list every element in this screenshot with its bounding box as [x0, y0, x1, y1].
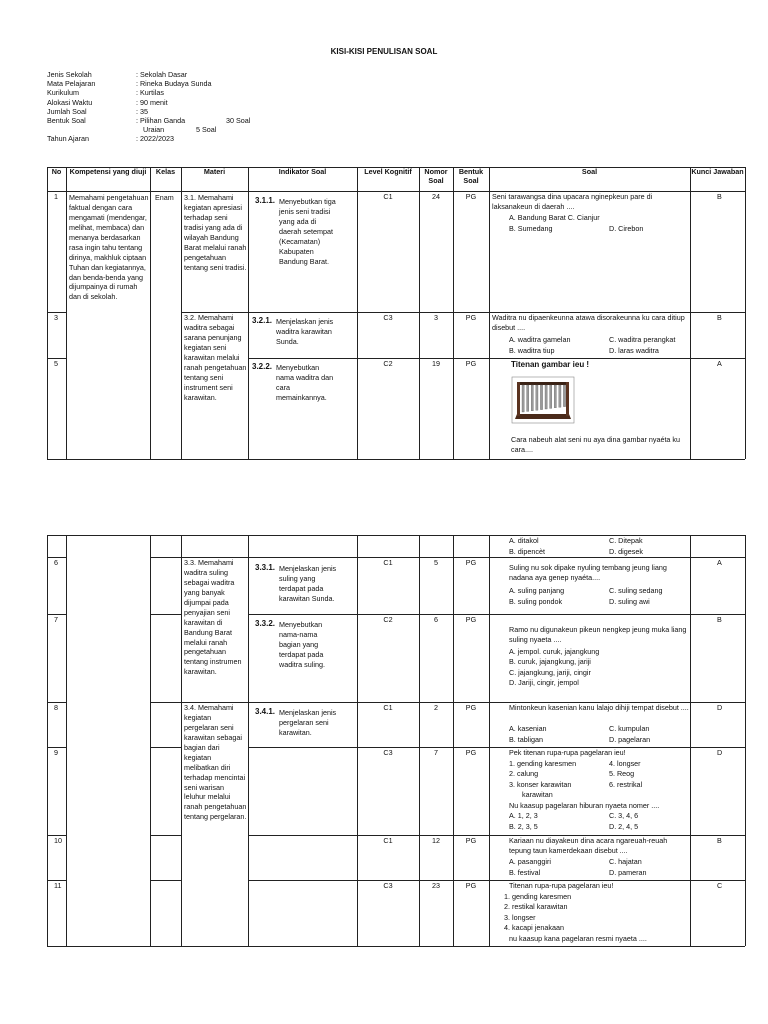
meta-key: Tahun Ajaran	[47, 134, 89, 144]
answer-option: B. 2, 3, 5	[509, 821, 538, 831]
answer-option: A. suling panjang	[509, 586, 565, 595]
list-item: 1. gending karesmen	[504, 891, 572, 901]
answer-option: A. jempol. curuk, jajangkung	[509, 647, 600, 656]
bentuk-soal: PG	[465, 558, 477, 567]
meta-value: : Pilihan Ganda	[136, 115, 186, 125]
answer-option: D. digesek	[609, 546, 643, 556]
answer-option: A. 1, 2, 3	[509, 811, 538, 820]
header-kompetensi: Kompetensi yang diuji	[69, 167, 147, 176]
kompetensi-text: Memahami pengetahuan faktual dengan cara mengamati (mendengar, melihat, membaca) dan menanya berdasarkan rasa ingin tahu tentang dirinya, makhluk ciptaan Tuhan dan kegiatannya, dan benda-benda yang dijumpainya di rumah dan di sekolah.	[69, 193, 149, 302]
kunci-jawaban: B	[717, 615, 722, 624]
question-text: Kariaan nu diayakeun dina acara ngareuah-reuah tepung taun kamerdekaan disebut ....	[509, 836, 668, 855]
header-no: No	[51, 167, 62, 176]
answer-option: B. suling pondok	[509, 596, 563, 606]
question-text: nu kaasup kana pagelaran resmi nyaeta ....	[509, 934, 647, 943]
nomor-soal: 23	[432, 881, 440, 890]
answer-option: A. pasanggiri	[509, 857, 551, 866]
meta-value: : 90 menit	[136, 97, 168, 107]
meta-extra: 30 Soal	[226, 115, 251, 125]
meta-key: Jenis Sekolah	[47, 70, 92, 79]
answer-option: B. tabligan	[509, 734, 543, 744]
list-item: 5. Reog	[609, 769, 635, 778]
level-kognitif: C1	[383, 703, 393, 712]
meta-key: Mata Pelajaran	[47, 79, 96, 89]
table-rule	[745, 535, 746, 946]
nomor-soal: 19	[432, 359, 440, 368]
table-rule	[248, 614, 745, 615]
list-item: 3. konser karawitan	[509, 779, 572, 789]
nomor-soal: 5	[434, 558, 438, 567]
indikator-3-2-1: Menjelaskan jenis waditra karawitan Sunda.	[276, 317, 334, 346]
question-text: Seni tarawangsa dina upacara nginepkeun pare di laksanakeun di daerah ....	[492, 192, 653, 211]
table-rule	[690, 535, 691, 946]
question-text: Cara nabeuh alat seni nu aya dina gambar nyaéta ku cara....	[511, 435, 681, 454]
answer-option: A. ditakol	[509, 536, 539, 545]
nomor-soal: 3	[434, 313, 438, 322]
answer-option: D. 2, 4, 5	[609, 821, 639, 831]
answer-option: C. hajatan	[609, 857, 642, 866]
row-no: 11	[54, 881, 62, 890]
level-kognitif: C1	[383, 192, 393, 201]
row-no: 7	[54, 615, 58, 624]
indikator-3-1-1-num: 3.1.1.	[255, 196, 276, 205]
meta-value: : 35	[136, 106, 148, 116]
meta-key: Bentuk Soal	[47, 115, 86, 125]
nomor-soal: 2	[434, 703, 438, 712]
meta-key: Kurikulum	[47, 88, 79, 98]
gambang-instrument-image	[511, 376, 575, 424]
question-text: Titenan rupa-rupa pagelaran ieu!	[509, 881, 614, 890]
nomor-soal: 6	[434, 615, 438, 624]
table-rule	[150, 835, 181, 836]
answer-option: D. Jariji, cingir, jempol	[509, 678, 579, 688]
nomor-soal: 7	[434, 748, 438, 757]
table-rule	[745, 167, 746, 459]
table-rule	[66, 167, 67, 459]
question-text: Suling nu sok dipake nyuling tembang jeung liang nadana aya genep nyaéta....	[509, 563, 667, 582]
list-item: karawitan	[522, 790, 553, 799]
kunci-jawaban: B	[717, 313, 722, 322]
level-kognitif: C3	[383, 313, 393, 322]
answer-option: C. kumpulan	[609, 724, 650, 733]
meta-value: : Sekolah Dasar	[136, 70, 188, 79]
indikator-3-3-2: Menyebutkan nama-nama bagian yang terdapat pada waditra suling.	[279, 620, 325, 669]
table-rule	[248, 880, 745, 881]
table-rule	[248, 358, 745, 359]
answer-option: A. waditra gamelan	[509, 335, 571, 344]
bentuk-soal: PG	[465, 748, 477, 757]
materi-3-1: 3.1. Memahami kegiatan apresiasi terhadap seni tradisi yang ada di wilayah Bandung Barat melalui ranah pengetahuan tentang seni tradisi.	[184, 193, 247, 272]
level-kognitif: C1	[383, 836, 393, 845]
bentuk-soal: PG	[465, 615, 477, 624]
indikator-3-1-1: Menyebutkan tiga jenis seni tradisi yang ada di daerah setempat (Kecamatan) Kabupaten Bandung Barat.	[279, 197, 336, 266]
header-kunci: Kunci Jawaban	[691, 167, 744, 176]
list-item: 4. kacapi jenakaan	[504, 923, 564, 932]
question-text: Mintonkeun kasenian kanu lalajo dihiji tempat disebut ....	[509, 703, 689, 712]
answer-option: A. kasenian	[509, 724, 547, 733]
kunci-jawaban: B	[717, 836, 722, 845]
header-materi: Materi	[203, 167, 226, 176]
bentuk-soal: PG	[465, 703, 477, 712]
bentuk-soal: PG	[465, 881, 477, 890]
materi-3-4: 3.4. Memahami kegiatan pergelaran seni karawitan sebagai bagian dari kegiatan melibatkan diri terhadap mencintai seni warisan leluhur melalui ranah pengetahuan tentang pergelaran.	[184, 703, 247, 822]
question-text: Pek titenan rupa-rupa pagelaran ieu!	[509, 748, 626, 757]
table-rule	[66, 535, 67, 946]
question-text: Nu kaasup pagelaran hiburan nyaeta nomer ....	[509, 800, 660, 810]
bentuk-soal: PG	[465, 313, 477, 322]
header-bentuk: Bentuk Soal	[458, 167, 484, 185]
kunci-jawaban: D	[717, 703, 723, 712]
list-item: 4. longser	[609, 758, 641, 768]
table-rule	[47, 459, 745, 460]
row-no: 9	[54, 748, 58, 757]
answer-option: C. waditra perangkat	[609, 335, 676, 344]
indikator-3-2-1-num: 3.2.1.	[252, 316, 273, 325]
table-rule	[690, 167, 691, 459]
table-rule	[150, 614, 181, 615]
indikator-3-4-1: Menjelaskan jenis pergelaran seni karawitan.	[279, 708, 337, 737]
bentuk-soal: PG	[465, 836, 477, 845]
level-kognitif: C1	[383, 558, 393, 567]
bentuk-soal: PG	[465, 359, 477, 368]
table-rule	[47, 167, 48, 459]
table-rule	[47, 535, 48, 946]
bentuk-soal: PG	[465, 192, 477, 201]
header-soal: Soal	[581, 167, 598, 176]
materi-3-3: 3.3. Memahami waditra suling sebagai waditra yang banyak dijumpai pada penyajian seni karawitan di Bandung Barat melalui ranah pengetahuan tentang instrumen karawitan.	[184, 558, 242, 677]
meta-value: Uraian	[143, 125, 165, 135]
table-rule	[248, 557, 745, 558]
kunci-jawaban: A	[717, 359, 722, 368]
table-rule	[248, 535, 249, 946]
table-rule	[489, 535, 490, 946]
meta-value: : Rineka Budaya Sunda	[136, 79, 212, 89]
nomor-soal: 24	[432, 192, 440, 201]
meta-value: : Kurtilas	[136, 88, 164, 98]
list-item: 1. gending karesmen	[509, 758, 577, 768]
table-rule	[248, 747, 745, 748]
meta-key: Alokasi Waktu	[47, 97, 93, 107]
meta-extra: 5 Soal	[196, 125, 217, 135]
indikator-3-4-1-num: 3.4.1.	[255, 707, 276, 716]
table-rule	[150, 702, 181, 703]
answer-option: D. laras waditra	[609, 345, 659, 355]
answer-option: B. festival	[509, 867, 541, 877]
kunci-jawaban: B	[717, 192, 722, 201]
question-title: Titenan gambar ieu !	[511, 360, 590, 369]
indikator-3-2-2-num: 3.2.2.	[252, 362, 273, 371]
answer-option: D. suling awi	[609, 596, 650, 606]
kunci-jawaban: D	[717, 748, 723, 757]
indikator-3-3-1: Menjelaskan jenis suling yang terdapat pada karawitan Sunda.	[279, 564, 337, 603]
kunci-jawaban: A	[717, 558, 722, 567]
meta-value: : 2022/2023	[136, 134, 174, 144]
row-no: 10	[54, 836, 62, 845]
materi-3-2: 3.2. Memahami waditra sebagai sarana penunjang kegiatan seni karawitan melalui ranah pengetahuan tentang seni instrument seni karawitan.	[184, 313, 247, 402]
table-rule	[248, 167, 249, 459]
table-rule	[181, 535, 182, 946]
indikator-3-2-2: Menyebutkan nama waditra dan cara memainkannya.	[276, 363, 334, 402]
header-nomor: Nomor Soal	[424, 167, 448, 185]
list-item: 3. longser	[504, 912, 536, 922]
table-rule	[47, 946, 745, 947]
answer-option: B. Sumedang	[509, 224, 553, 233]
header-indikator: Indikator Soal	[278, 167, 327, 176]
level-kognitif: C3	[383, 881, 393, 890]
answer-option: C. suling sedang	[609, 586, 663, 595]
document-title: KISI-KISI PENULISAN SOAL	[330, 47, 438, 56]
answer-option: D. Cirebon	[609, 224, 644, 233]
answer-option: D. pagelaran	[609, 734, 651, 744]
header-level: Level Kognitif	[364, 167, 412, 176]
answer-option: B. dipencèt	[509, 546, 545, 556]
meta-key: Jumlah Soal	[47, 106, 87, 116]
answer-option: A. Bandung Barat C. Cianjur	[509, 213, 600, 222]
list-item: 2. restikal karawitan	[504, 902, 568, 911]
level-kognitif: C3	[383, 748, 393, 757]
answer-option: C. jajangkung, jariji, cingir	[509, 667, 591, 677]
row-no: 5	[54, 359, 58, 368]
table-rule	[181, 167, 182, 459]
nomor-soal: 12	[432, 836, 440, 845]
answer-option: C. 3, 4, 6	[609, 811, 639, 820]
table-rule	[150, 535, 151, 946]
row-no: 6	[54, 558, 58, 567]
level-kognitif: C2	[383, 615, 393, 624]
question-text: Waditra nu dipaenkeunna atawa disorakeunna ku cara ditiup disebut ....	[492, 313, 685, 332]
answer-option: B. waditra tiup	[509, 345, 555, 355]
table-rule	[150, 747, 181, 748]
answer-option: C. Ditepak	[609, 536, 643, 545]
kunci-jawaban: C	[717, 881, 723, 890]
indikator-3-3-1-num: 3.3.1.	[255, 563, 276, 572]
row-no: 8	[54, 703, 58, 712]
indikator-3-3-2-num: 3.3.2.	[255, 619, 276, 628]
level-kognitif: C2	[383, 359, 393, 368]
list-item: 6. restrikal	[609, 779, 643, 789]
row-no: 1	[54, 192, 58, 201]
list-item: 2. calung	[509, 769, 539, 778]
row-no: 3	[54, 313, 58, 322]
header-kelas: Kelas	[155, 167, 176, 176]
question-text: Ramo nu digunakeun pikeun nengkep jeung muka liang suling nyaeta ....	[509, 625, 687, 644]
answer-option: D. pameran	[609, 867, 647, 877]
table-rule	[150, 880, 181, 881]
kelas-text: Enam	[155, 193, 174, 202]
table-rule	[489, 167, 490, 459]
table-rule	[150, 167, 151, 459]
answer-option: B. curuk, jajangkung, jariji	[509, 657, 591, 667]
